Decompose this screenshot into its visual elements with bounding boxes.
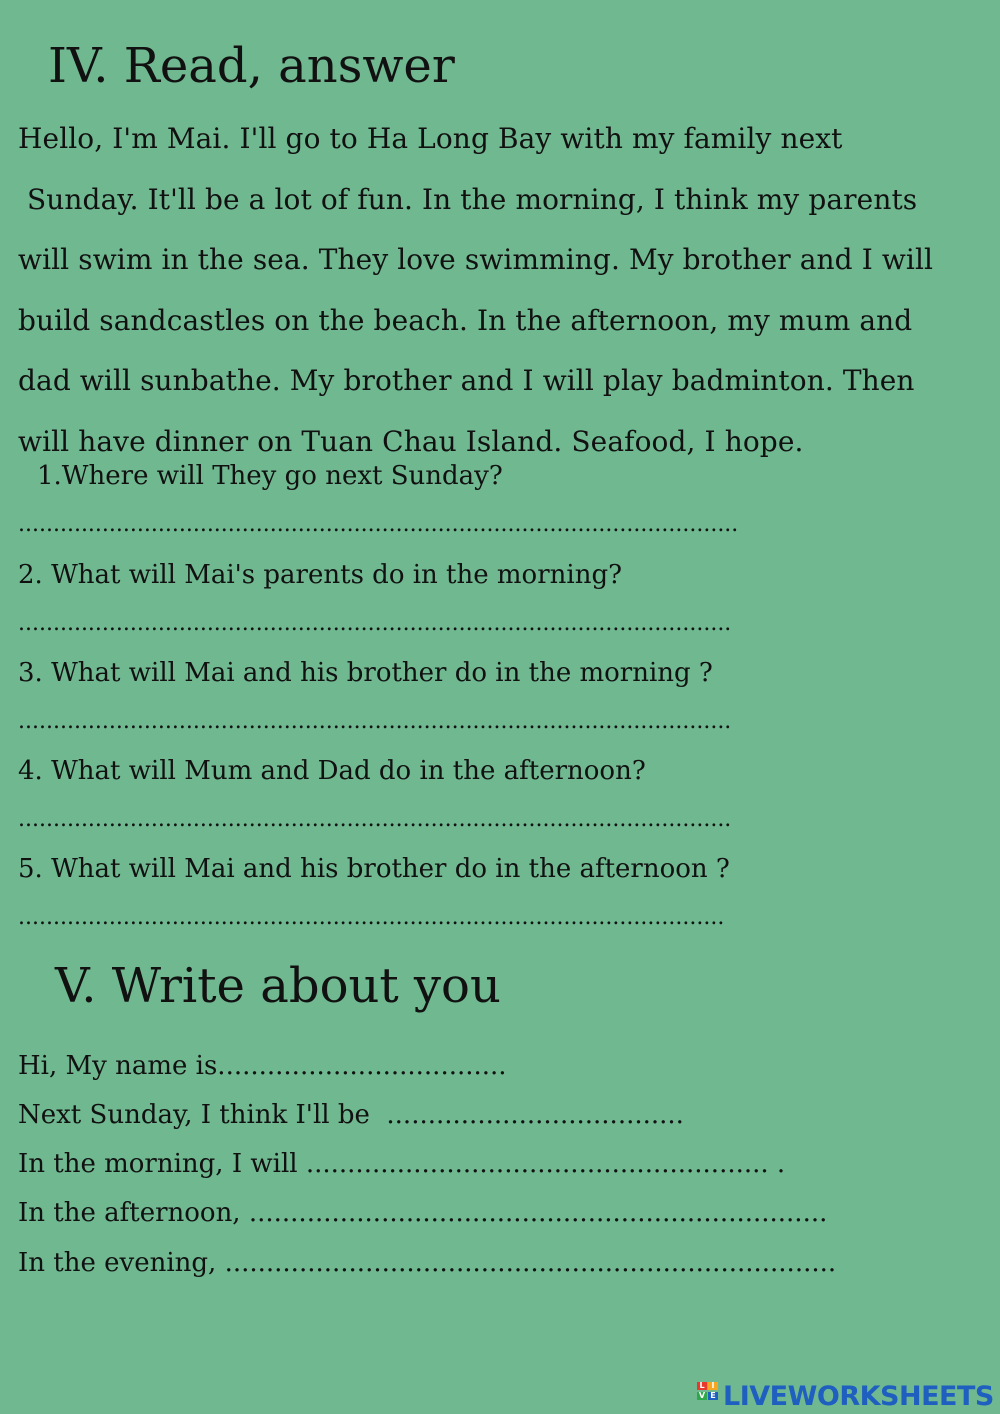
passage-line: dad will sunbathe. My brother and I will play badminton. Then [18, 364, 915, 397]
section4-title: IV. Read, answer [48, 38, 455, 94]
passage-line: will swim in the sea. They love swimming. My brother and I will [18, 243, 934, 276]
passage-line: build sandcastles on the beach. In the afternoon, my mum and [18, 304, 913, 337]
logo-mark-icon: L I V E [697, 1382, 721, 1410]
question-4: 4. What will Mum and Dad do in the afternoon? [18, 756, 646, 786]
passage-line: will have dinner on Tuan Chau Island. Seafood, I hope. [18, 425, 804, 458]
liveworksheets-logo [697, 1381, 994, 1411]
fill-line-name[interactable]: Hi, My name is................................... [18, 1051, 507, 1081]
fill-line-afternoon[interactable]: In the afternoon, ...................................................................... [18, 1198, 828, 1228]
fill-line-morning[interactable]: In the morning, I will ........................................................ . [18, 1149, 786, 1179]
answer-line-1[interactable]: ....................................................................................................... [18, 512, 739, 537]
answer-line-4[interactable]: ...................................................................................................... [18, 807, 732, 832]
question-5: 5. What will Mai and his brother do in the afternoon ? [18, 854, 730, 884]
passage-line: Hello, I'm Mai. I'll go to Ha Long Bay with my family next [18, 122, 843, 155]
passage-line: Sunday. It'll be a lot of fun. In the morning, I think my parents [18, 183, 918, 216]
fill-line-evening[interactable]: In the evening, .......................................................................... [18, 1248, 837, 1278]
question-2: 2. What will Mai's parents do in the morning? [18, 560, 623, 590]
question-3: 3. What will Mai and his brother do in the morning ? [18, 658, 713, 688]
answer-line-3[interactable]: ...................................................................................................... [18, 709, 732, 734]
question-1: 1.Where will They go next Sunday? [37, 461, 503, 491]
logo-text: LIVEWORKSHEETS [723, 1380, 994, 1412]
section5-title: V. Write about you [55, 958, 501, 1014]
answer-line-2[interactable]: ...................................................................................................... [18, 611, 732, 636]
answer-line-5[interactable]: ..................................................................................................... [18, 905, 725, 930]
fill-line-next-sunday[interactable]: Next Sunday, I think I'll be .................................... [18, 1100, 684, 1130]
